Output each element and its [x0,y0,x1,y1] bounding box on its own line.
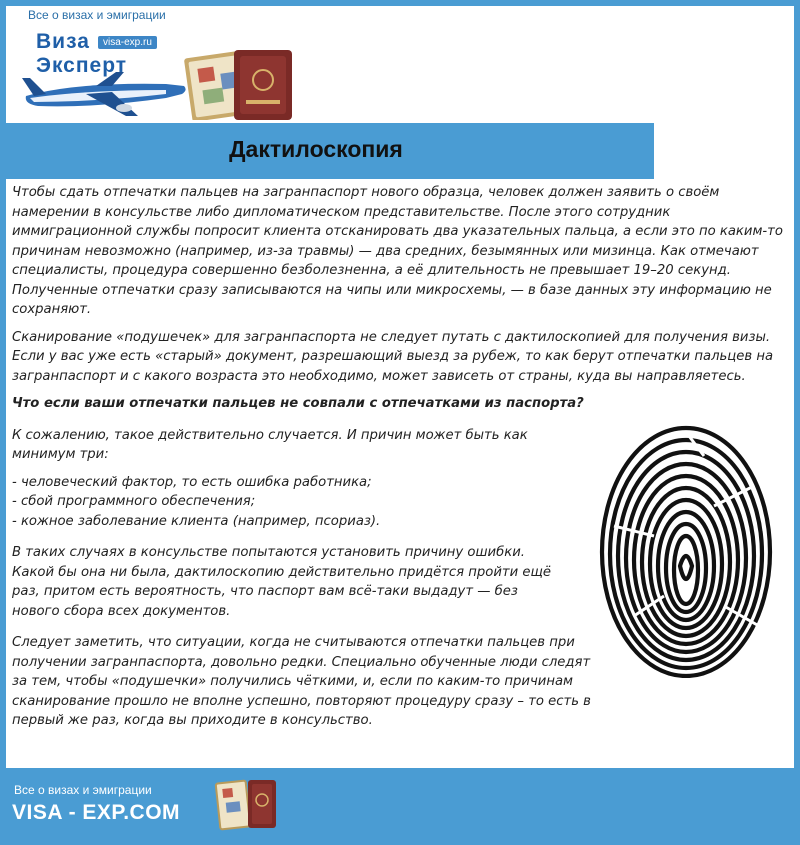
footer-tagline: Все о визах и эмиграции [14,783,152,797]
list-item: - человеческий фактор, то есть ошибка работника; [12,474,372,490]
list-item: - кожное заболевание клиента (например, псориаз). [12,513,381,529]
passport-icon [184,50,292,120]
logo-word-visa: Виза [36,30,90,53]
paragraph-3: К сожалению, такое действительно случается. И причин может быть как минимум три: [12,427,528,462]
question-heading: Что если ваши отпечатки пальцев не совпали с отпечатками из паспорта? [12,396,584,411]
article-title: Дактилоскопия [229,136,403,162]
passport-icon [214,774,280,834]
paragraph-2: Сканирование «подушечек» для загранпаспорта не следует путать с дактилоскопией для получения визы. Если у вас уже есть «старый» документ, разрешающий выезд за рубеж, то как берут отпечатки пальцев на загранпаспорт и с какого возраста это необходимо, может зависеть от страны, куда вы направляетесь. [12,329,774,384]
site-header [6,6,794,122]
paragraph-1: Чтобы сдать отпечатки пальцев на загранпаспорт нового образца, человек должен заявить о своём намерении в консульстве либо дипломатическом представительстве. После этого сотрудник иммиграционной службы попросит клиента отсканировать два указательных пальца, а если это по каким-то причинам невозможно (например, из-за травмы) — два средних, безымянных или мизинца. Как отмечают специалисты, процедура совершенно безболезненна, а её длительность не превышает 19–20 секунд. Полученные отпечатки сразу записываются на чипы или микросхемы, — в базе данных эту информацию не сохраняют. [12,185,783,317]
paragraph-5: Следует заметить, что ситуации, когда не считываются отпечатки пальцев при получении загранпаспорта, довольно редки. Специально обученные люди следят за тем, чтобы «подушечки» получились чёткими, и, если по каким-то причинам сканирование прошло не вполне успешно, повторяют процедуру сразу – то есть в первый же раз, когда вы приходите в консульство. [12,635,591,728]
title-bar [6,123,654,179]
list-item: - сбой программного обеспечения; [12,494,256,509]
reasons-list [12,473,560,532]
site-footer [0,768,800,845]
logo-word-expert: Эксперт [36,54,128,77]
header-tagline: Все о визах и эмиграции [28,8,166,22]
airplane-icon [22,72,186,116]
page-frame [6,6,794,768]
logo-url-badge: visa-exp.ru [98,36,157,49]
site-logo[interactable] [16,24,346,120]
paragraph-4: В таких случаях в консульстве попытаются установить причину ошибки. Какой бы она ни была, дактилоскопию действительно придётся пройти ещё раз, притом есть вероятность, что паспорт вам всё-таки выдадут — без нового сбора всех документов. [12,545,551,619]
fingerprint-image [594,416,774,678]
footer-brand[interactable]: VISA - EXP.COM [12,801,181,824]
